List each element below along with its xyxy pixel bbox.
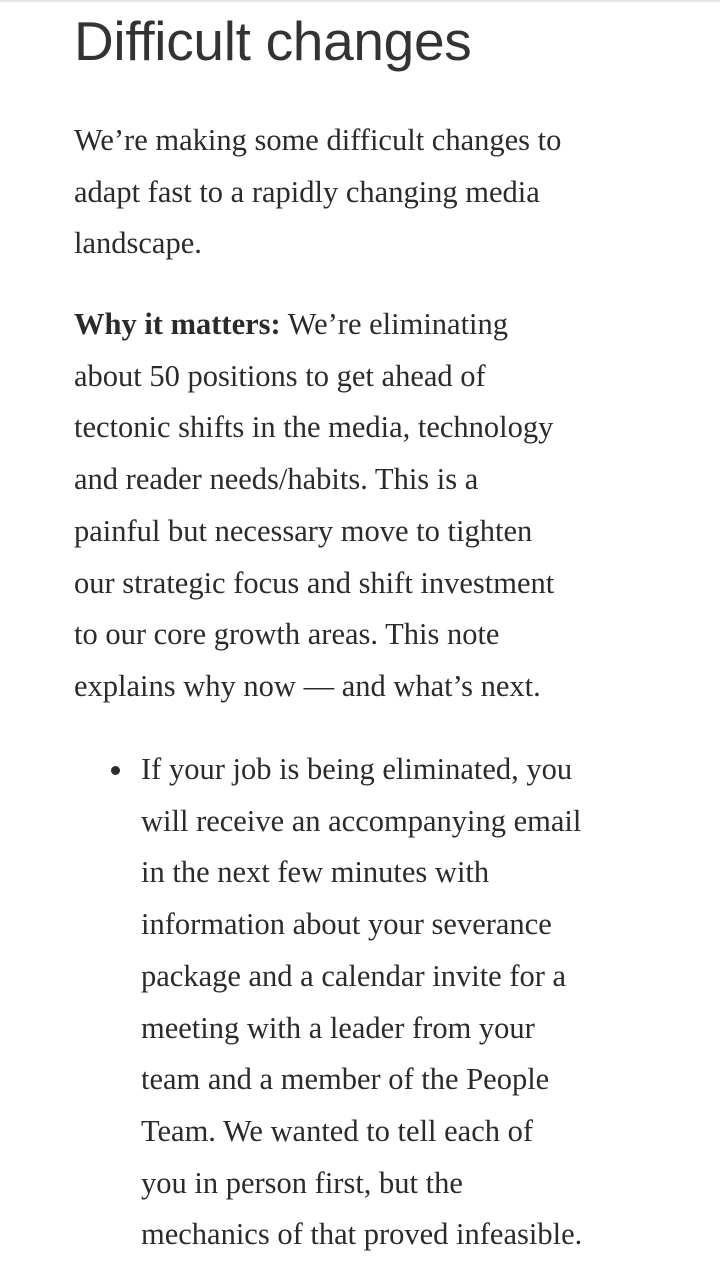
- bullet-list: [74, 744, 694, 1261]
- list-item: [74, 744, 694, 1261]
- why-it-matters-label: Why it matters:: [74, 307, 281, 341]
- bullet-line: If your job is being eliminated, you: [141, 752, 573, 786]
- why-it-matters-paragraph: [74, 299, 674, 713]
- bullet-dot-icon: [111, 766, 120, 775]
- why-line: and reader needs/habits. This is a: [74, 462, 479, 497]
- intro-line: landscape.: [74, 226, 202, 261]
- why-line: tectonic shifts in the media, technology: [74, 410, 554, 445]
- why-line: painful but necessary move to tighten: [74, 513, 533, 548]
- bullet-line: mechanics of that proved infeasible.: [141, 1217, 583, 1252]
- intro-line: We’re making some difficult changes to: [74, 123, 562, 157]
- why-line: explains why now — and what’s next.: [74, 668, 541, 703]
- bullet-line: team and a member of the People: [141, 1062, 550, 1097]
- bullet-line: meeting with a leader from your: [141, 1010, 535, 1045]
- why-line: [74, 299, 674, 351]
- why-line: our strategic focus and shift investment: [74, 565, 555, 600]
- intro-line: adapt fast to a rapidly changing media: [74, 174, 540, 209]
- bullet-line: Team. We wanted to tell each of: [141, 1113, 534, 1148]
- article-headline: Difficult changes: [74, 10, 472, 72]
- bullet-line: in the next few minutes with: [141, 855, 490, 890]
- why-line: to our core growth areas. This note: [74, 617, 500, 652]
- why-line-text: We’re eliminating: [280, 307, 509, 341]
- bullet-line: package and a calendar invite for a: [141, 958, 567, 993]
- why-line: about 50 positions to get ahead of: [74, 358, 486, 393]
- bullet-line: information about your severance: [141, 907, 552, 942]
- bullet-line: you in person first, but the: [141, 1165, 463, 1200]
- bullet-line: will receive an accompanying email: [141, 803, 582, 838]
- top-edge-divider: [0, 0, 720, 3]
- intro-paragraph: [74, 115, 674, 270]
